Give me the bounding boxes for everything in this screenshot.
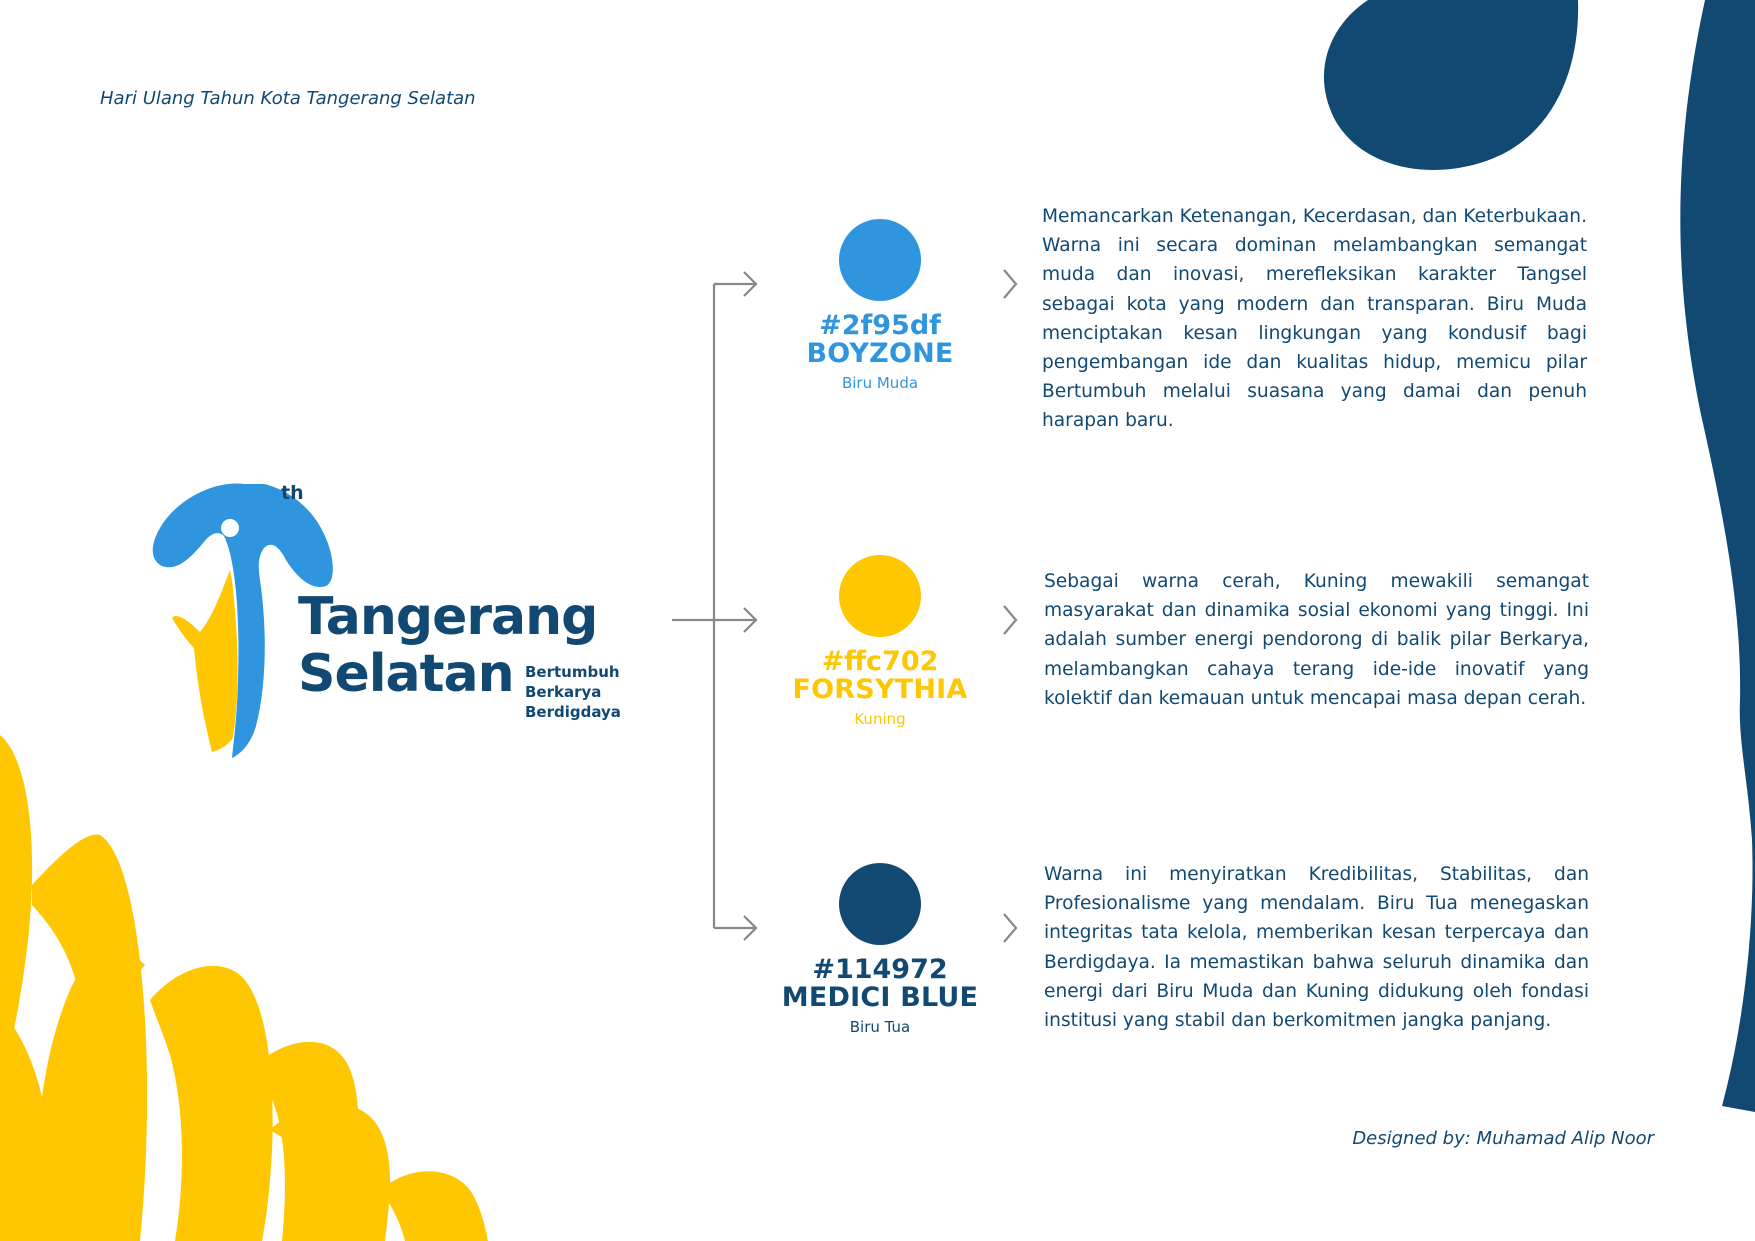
logo-title-line1: Tangerang — [298, 587, 598, 647]
right-band-shape — [1680, 0, 1755, 1112]
header-caption: Hari Ulang Tahun Kota Tangerang Selatan — [100, 88, 476, 109]
swatch-kuning — [770, 555, 990, 728]
swatch-name: FORSYTHIA — [792, 674, 968, 705]
description-biru-muda: Memancarkan Ketenangan, Kecerdasan, dan Keterbukaan. Warna ini secara dominan melambangkan semangat muda dan inovasi, merefleksikan karakter Tangsel sebagai kota yang modern dan transparan. Biru Muda menciptakan kesan lingkungan yang kondusif bagi pengembangan ide dan kualitas hidup, memicu pilar Bertumbuh melalui suasana yang damai dan penuh harapan baru. — [1042, 206, 1587, 432]
top-blob-shape — [1324, 0, 1578, 170]
swatch-hex: #2f95df — [819, 310, 941, 341]
swatch-label: Kuning — [854, 710, 906, 728]
swatch-label: Biru Tua — [849, 1018, 911, 1036]
color-circle — [839, 219, 921, 301]
swatch-name: MEDICI BLUE — [781, 982, 979, 1013]
swatch-biru-muda — [770, 219, 990, 392]
description-kuning: Sebagai warna cerah, Kuning mewakili semangat masyarakat dan dinamika sosial ekonomi yang tinggi. Ini adalah sumber energi pendorong di balik pilar Berkarya, melambangkan cahaya terang ide-ide inovatif yang kolektif dan kemauan untuk mencapai masa depan cerah. — [1044, 571, 1589, 709]
swatch-label: Biru Muda — [841, 374, 919, 392]
color-circle — [839, 863, 921, 945]
swatch-name: BOYZONE — [806, 338, 954, 369]
swatch-biru-tua — [770, 863, 990, 1036]
logo-ordinal-suffix: th — [281, 482, 304, 504]
swatch-hex: #ffc702 — [821, 646, 939, 677]
logo-title-line2: Selatan — [298, 644, 514, 704]
color-circle — [839, 555, 921, 637]
yellow-bird-shapes — [0, 735, 488, 1241]
designer-credit: Designed by: Muhamad Alip Noor — [1352, 1128, 1654, 1149]
tagline-berkarya: Berkarya — [525, 683, 602, 701]
tagline-bertumbuh: Bertumbuh — [525, 663, 620, 681]
tagline-berdigdaya: Berdigdaya — [525, 703, 621, 721]
description-biru-tua: Warna ini menyiratkan Kredibilitas, Stabilitas, dan Profesionalisme yang mendalam. Biru Tua menegaskan integritas tata kelola, memberikan kesan terpercaya dan Berdigdaya. Ia memastikan bahwa seluruh dinamika dan energi dari Biru Muda dan Kuning didukung oleh fondasi institusi yang stabil dan berkomitmen jangka panjang. — [1044, 864, 1589, 1032]
logo-tagline — [525, 662, 655, 722]
swatch-hex: #114972 — [812, 954, 948, 985]
